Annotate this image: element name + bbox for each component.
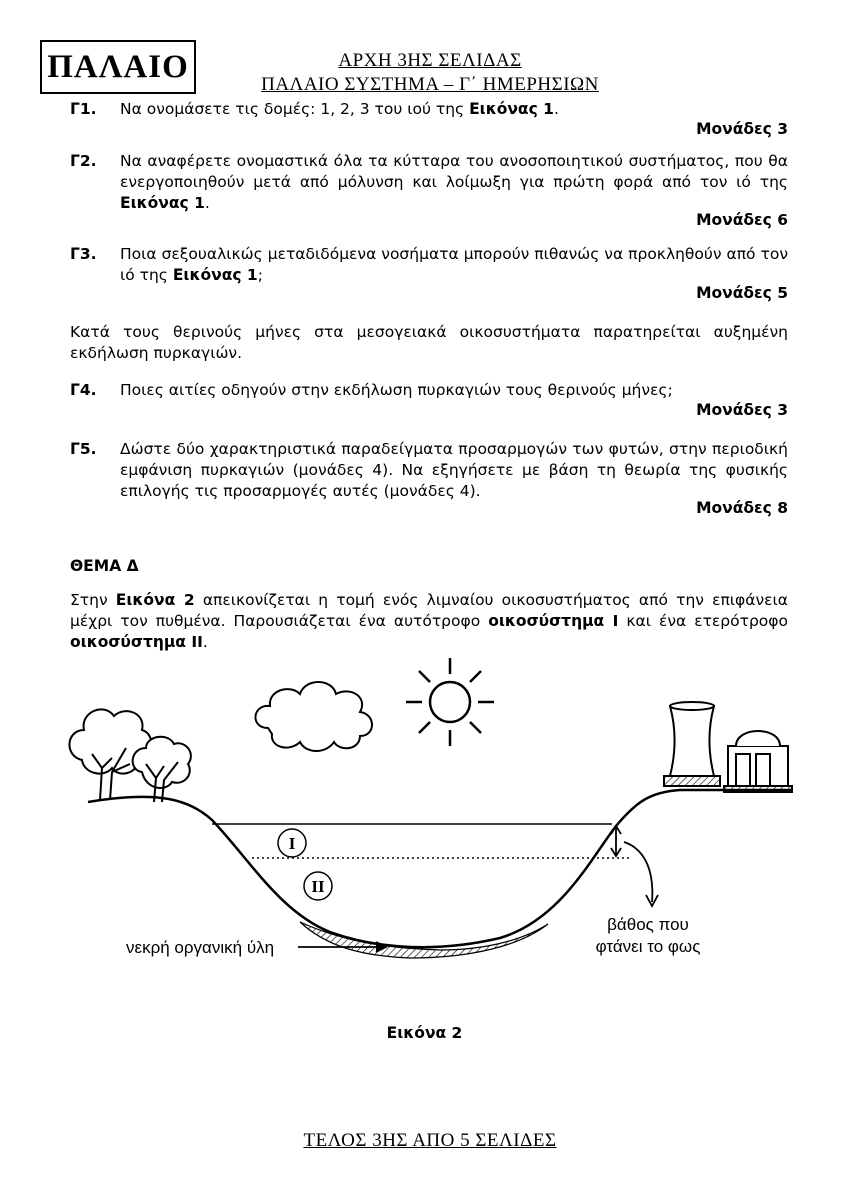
section-d-intro: Στην Εικόνα 2 απεικονίζεται η τομή ενός λιμναίου οικοσυστήματος από την επιφάνεια μέχρι τον πυθμένα. Παρουσιάζεται ένα αυτότροφο οικοσύστημα I και ένα ετερότροφο οικοσύστημα II. <box>70 591 788 651</box>
light-depth-label-line2: φτάνει το φως <box>595 937 701 956</box>
ecosystem-II-label: II <box>311 877 325 896</box>
page-header-system: ΠΑΛΑΙΟ ΣΥΣΤΗΜΑ – Γ΄ ΗΜΕΡΗΣΙΩΝ <box>261 74 599 95</box>
question-text: Να ονομάσετε τις δομές: 1, 2, 3 του ιού της Εικόνας 1. <box>120 100 559 118</box>
light-depth-label-line1: βάθος που <box>607 915 689 934</box>
question-label: Γ2. <box>70 152 97 170</box>
light-depth-pointer-arrow <box>624 842 658 906</box>
section-title: ΘΕΜΑ Δ <box>70 557 139 575</box>
question-label: Γ4. <box>70 381 97 399</box>
question-label: Γ3. <box>70 245 97 263</box>
cloud-icon <box>255 682 372 751</box>
ecosystem-I-label: I <box>288 834 296 853</box>
dead-organic-matter-layer <box>300 922 548 958</box>
page-header-start: ΑΡΧΗ 3ΗΣ ΣΕΛΙΔΑΣ <box>338 50 522 71</box>
marks: Μονάδες 3 <box>696 401 788 419</box>
page-footer: ΤΕΛΟΣ 3ΗΣ ΑΠΟ 5 ΣΕΛΙΔΕΣ <box>303 1130 557 1151</box>
question-text: Να αναφέρετε ονομαστικά όλα τα κύτταρα του ανοσοποιητικού συστήματος, που θα ενεργοποιηθούν μετά από μόλυνση και λοίμωξη για πρώτη φορά από τον ιό της Εικόνας 1. <box>120 152 788 212</box>
marks: Μονάδες 8 <box>696 499 788 517</box>
old-system-stamp: ΠΑΛΑΙΟ <box>40 40 196 94</box>
marks: Μονάδες 5 <box>696 284 788 302</box>
question-label: Γ1. <box>70 100 97 118</box>
power-plant-icon <box>664 702 792 792</box>
question-label: Γ5. <box>70 440 97 458</box>
dead-organic-matter-label: νεκρή οργανική ύλη <box>126 938 275 957</box>
marks: Μονάδες 3 <box>696 120 788 138</box>
light-depth-arrow <box>611 826 621 856</box>
question-text: Δώστε δύο χαρακτηριστικά παραδείγματα προσαρμογών των φυτών, στην περιοδική εμφάνιση πυρκαγιών (μονάδες 4). Να εξηγήσετε με βάση τη θεωρία της φυσικής επιλογής τις προσαρμογές αυτές (μονάδες 4). <box>120 440 788 500</box>
figure-caption: Εικόνα 2 <box>386 1024 463 1042</box>
question-text: Ποια σεξουαλικώς μεταδιδόμενα νοσήματα μπορούν πιθανώς να προκληθούν από τον ιό της Εικόνας 1; <box>120 245 788 284</box>
question-text: Ποιες αιτίες οδηγούν στην εκδήλωση πυρκαγιών τους θερινούς μήνες; <box>120 381 673 399</box>
trees-icon <box>69 709 190 802</box>
fires-intro-paragraph: Κατά τους θερινούς μήνες στα μεσογειακά οικοσυστήματα παρατηρείται αυξημένη εκδήλωση πυρκαγιών. <box>70 323 788 362</box>
sun-icon <box>406 658 494 746</box>
marks: Μονάδες 6 <box>696 211 788 229</box>
lake-ecosystem-diagram <box>0 650 849 1020</box>
